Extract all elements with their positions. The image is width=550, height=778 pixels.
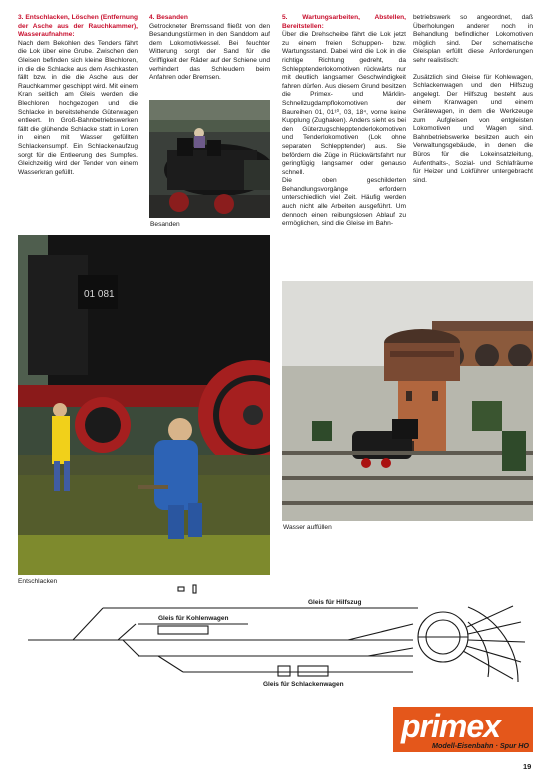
col1-body: Nach dem Bekohlen des Tenders fährt die Lok über eine Grube. Zwischen den Gleisen befinden sich kleine Blechloren, in die die Schlacke aus dem Aschkasten fällt bzw. in die die Asche aus der Rauchkammer geschippt wird. Mit einem Kran seitlich am Gleis werden die Blechloren hochgezogen und die Schlacke in bereitstehende Güterwagen entleert. In Groß-Bahnbetriebswerken fällt die glühende Schlacke statt in Loren in einen mit Wasser gefüllten Schlackensumpf. Ein Schlackenaufzug sorgt für die Entleerung des Sumpfes. Gleichzeitig wird der Tender von einem Wasserkran gefüllt. xyxy=(18,39,138,176)
besanden-caption: Besanden xyxy=(150,221,180,228)
track-label-kohlenwagen: Gleis für Kohlenwagen xyxy=(158,615,229,622)
col3-body-2: Die oben geschilderten Behandlungsvorgänge erfordern unterschiedlich viel Zeit. Häufig werden auch nicht alle Arbeiten ausgeführt. Um dennoch einen reibungslosen Ablauf zu ermöglichen, sind die Gleise im Bahn- xyxy=(282,177,406,228)
track-label-schlackenwagen: Gleis für Schlackenwagen xyxy=(263,681,344,688)
col3-text xyxy=(282,14,406,229)
wasser-caption: Wasser auffüllen xyxy=(283,524,332,531)
svg-text:01 081: 01 081 xyxy=(84,289,115,300)
col3-heading: 5. Wartungsarbeiten, Abstellen, Bereitstellen: xyxy=(282,14,406,30)
col2-text xyxy=(149,14,270,83)
primex-logo xyxy=(393,707,533,752)
entschlacken-photo xyxy=(18,235,270,575)
besanden-photo xyxy=(149,100,270,218)
col2-body: Getrockneter Bremssand fließt von den Besandungstürmen in den Sanddom auf dem Lokomotivkessel. Bei feuchter Witterung sorgt der Sand für die Griffigkeit der Räder auf der Schiene und verhindert das Schleudern beim Anfahren oder Bremsen. xyxy=(149,22,270,82)
track-label-hilfszug: Gleis für Hilfszug xyxy=(308,599,362,606)
primex-logo-subtitle: Modell-Eisenbahn · Spur HO xyxy=(431,741,529,750)
col4-body-1: betriebswerk so angeordnet, daß Überholungen anderer noch in Behandlung befindlicher Lokomotiven möglich sind. Der schematische Gleisplan erfüllt diese Anforderungen sehr realistisch: xyxy=(413,14,533,64)
wasser-photo xyxy=(282,281,533,521)
col2-heading: 4. Besanden xyxy=(149,14,188,21)
col1-heading: 3. Entschlacken, Löschen (Entfernung der Asche aus der Rauchkammer), Wasseraufnahme: xyxy=(18,14,138,39)
col1-text xyxy=(18,14,138,177)
col3-body-1: Über die Drehscheibe fährt die Lok jetzt zu einem freien Schuppen- bzw. Wartungsstand. Dabei wird die Lok in die richtige Richtung gedreht, da Schlepptenderlokomotiven rückwärts nur mit deutlich langsamer Geschwindigkeit fahren dürfen. Aus diesem Grund besitzen die Primex- und Märklin-Schnellzugdampflokomotiven der Baureihen 01, 01¹⁰, 03, 18⁴, vorne keine Kupplung (Zughaken). Anders sieht es bei den Güterzugschlepptenderlokomotiven und Tenderlokomotiven (Lok ohne separaten Schlepptender) aus. Sie befördern die Züge in Rückwärtsfahrt nur geringfügig langsamer oder genauso schnell. xyxy=(282,31,406,176)
col4-text xyxy=(413,14,533,185)
entschlacken-caption: Entschlacken xyxy=(18,578,58,585)
col4-body-2: Zusätzlich sind Gleise für Kohlewagen, Schlackenwagen und den Hilfszug angelegt. Der Hilfszug besteht aus einem Kranwagen und einem Gerätewagen, in dem die Werkzeuge zum Aufgleisen von entgleisten Lokomotiven und Wagen sind. Bahnbetriebswerke besitzen auch ein Verwaltungsgebäude, in denen die Büros für die Lokeinsatzleitung, Aufenthalts-, Sozial- und Schlafräume für Heizer und Lokführer untergebracht sind. xyxy=(413,73,533,184)
track-plan xyxy=(18,582,533,700)
primex-logo-word: primex xyxy=(401,708,500,744)
page-number: 19 xyxy=(523,762,532,771)
